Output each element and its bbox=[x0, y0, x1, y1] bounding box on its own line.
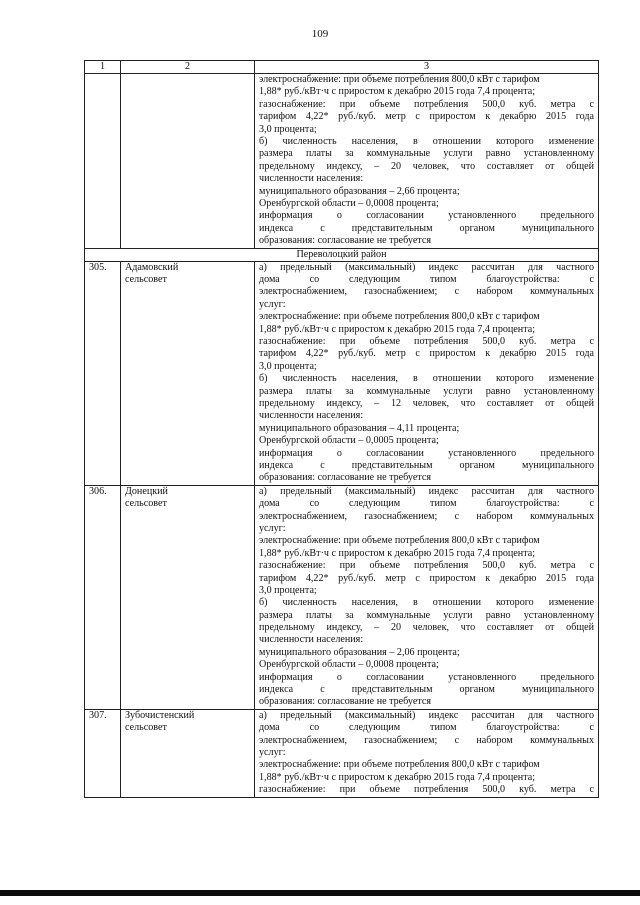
text-line: муниципального образования – 4,11 процента; bbox=[259, 422, 460, 434]
num-cell bbox=[85, 74, 121, 249]
text-line: услуг: bbox=[259, 298, 286, 310]
text-line: 1,88* руб./кВт·ч с приростом к декабрю 2015 года 7,4 процента; bbox=[259, 771, 536, 783]
text-line: Оренбургской области – 0,0008 процента; bbox=[259, 659, 439, 671]
text-line: размера платы за коммунальные услуги равно установленному bbox=[259, 385, 594, 397]
text-line: 3,0 процента; bbox=[259, 123, 317, 135]
text-line: дома со следующим типом благоустройства: с bbox=[259, 273, 594, 285]
text-line: численности населения: bbox=[259, 410, 364, 422]
header-col-1: 1 bbox=[85, 61, 121, 74]
text-line: а) предельный (максимальный) индекс рассчитан для частного bbox=[259, 485, 594, 497]
text-line: индекса с представительным органом муниципального bbox=[259, 459, 594, 471]
settlement-name-line: Зубочистенский bbox=[125, 709, 195, 721]
text-line: электроснабжение: при объеме потребления 800,0 кВт с тарифом bbox=[259, 311, 540, 323]
settlement-name-line: Адамовский bbox=[125, 261, 179, 273]
header-col-3: 3 bbox=[255, 61, 599, 74]
text-line: образования: согласование не требуется bbox=[259, 696, 431, 708]
row-number: 306. bbox=[85, 485, 121, 709]
text-line: образования: согласование не требуется bbox=[259, 472, 431, 484]
text-line: информация о согласовании установленного предельного bbox=[259, 447, 594, 459]
row-number: 307. bbox=[85, 709, 121, 797]
text-line: тарифом 4,22* руб./куб. метр с приростом к декабрю 2015 года bbox=[259, 348, 594, 360]
text-line: газоснабжение: при объеме потребления 500,0 куб. метра с bbox=[259, 560, 594, 572]
text-line: размера платы за коммунальные услуги равно установленному bbox=[259, 148, 594, 160]
text-line: муниципального образования – 2,06 процента; bbox=[259, 646, 460, 658]
name-cell bbox=[121, 74, 255, 249]
text-line: электроснабжение: при объеме потребления 800,0 кВт с тарифом bbox=[259, 759, 540, 771]
text-line: 1,88* руб./кВт·ч с приростом к декабрю 2015 года 7,4 процента; bbox=[259, 547, 536, 559]
text-line: индекса с представительным органом муниципального bbox=[259, 222, 594, 234]
text-line: газоснабжение: при объеме потребления 500,0 куб. метра с bbox=[259, 98, 594, 110]
text-line: Оренбургской области – 0,0005 процента; bbox=[259, 435, 439, 447]
header-col-2: 2 bbox=[121, 61, 255, 74]
text-line: численности населения: bbox=[259, 173, 364, 185]
text-line: образования: согласование не требуется bbox=[259, 235, 431, 247]
description-cell bbox=[255, 709, 599, 797]
table-row-continuation bbox=[85, 74, 599, 249]
text-line: дома со следующим типом благоустройства: с bbox=[259, 498, 594, 510]
document-table bbox=[84, 60, 599, 798]
text-line: предельному индексу, – 12 человек, что составляет от общей bbox=[259, 397, 594, 409]
text-line: предельному индексу, – 20 человек, что составляет от общей bbox=[259, 160, 594, 172]
text-line: электроснабжение: при объеме потребления 800,0 кВт с тарифом bbox=[259, 535, 540, 547]
settlement-name bbox=[121, 485, 255, 709]
text-line: газоснабжение: при объеме потребления 500,0 куб. метра с bbox=[259, 784, 594, 796]
text-line: дома со следующим типом благоустройства: с bbox=[259, 722, 594, 734]
text-line: предельному индексу, – 20 человек, что составляет от общей bbox=[259, 622, 594, 634]
text-line: электроснабжением, газоснабжением; с набором коммунальных bbox=[259, 510, 594, 522]
text-line: индекса с представительным органом муниципального bbox=[259, 684, 594, 696]
text-line: электроснабжением, газоснабжением; с набором коммунальных bbox=[259, 286, 594, 298]
text-line: муниципального образования – 2,66 процента; bbox=[259, 185, 460, 197]
text-line: 3,0 процента; bbox=[259, 360, 317, 372]
text-line: б) численность населения, в отношении которого изменение bbox=[259, 597, 594, 609]
text-line: б) численность населения, в отношении которого изменение bbox=[259, 373, 594, 385]
text-line: 3,0 процента; bbox=[259, 584, 317, 596]
text-line: численности населения: bbox=[259, 634, 364, 646]
page-number: 109 bbox=[311, 28, 329, 40]
settlement-name-line: сельсовет bbox=[125, 498, 167, 510]
description-cell bbox=[255, 485, 599, 709]
text-line: электроснабжение: при объеме потребления 800,0 кВт с тарифом bbox=[259, 74, 540, 85]
table-row bbox=[85, 709, 599, 797]
text-line: тарифом 4,22* руб./куб. метр с приростом к декабрю 2015 года bbox=[259, 111, 594, 123]
text-line: услуг: bbox=[259, 522, 286, 534]
settlement-name bbox=[121, 709, 255, 797]
row-number: 305. bbox=[85, 261, 121, 485]
settlement-name-line: Донецкий bbox=[125, 485, 168, 497]
text-line: а) предельный (максимальный) индекс рассчитан для частного bbox=[259, 709, 594, 721]
text-line: размера платы за коммунальные услуги равно установленному bbox=[259, 609, 594, 621]
text-line: б) численность населения, в отношении которого изменение bbox=[259, 136, 594, 147]
text-line: 1,88* руб./кВт·ч с приростом к декабрю 2015 года 7,4 процента; bbox=[259, 323, 536, 335]
text-line: Оренбургской области – 0,0008 процента; bbox=[259, 197, 439, 209]
settlement-name bbox=[121, 261, 255, 485]
text-line: электроснабжением, газоснабжением; с набором коммунальных bbox=[259, 734, 594, 746]
text-line: газоснабжение: при объеме потребления 500,0 куб. метра с bbox=[259, 335, 594, 347]
text-line: информация о согласовании установленного предельного bbox=[259, 671, 594, 683]
text-line: тарифом 4,22* руб./куб. метр с приростом к декабрю 2015 года bbox=[259, 572, 594, 584]
scan-bottom-border bbox=[0, 890, 640, 896]
text-line: информация о согласовании установленного предельного bbox=[259, 210, 594, 222]
settlement-name-line: сельсовет bbox=[125, 273, 167, 285]
district-heading: Переволоцкий район bbox=[85, 248, 599, 261]
table-row bbox=[85, 261, 599, 485]
text-line: услуг: bbox=[259, 747, 286, 759]
table-body bbox=[85, 61, 599, 798]
settlement-name-line: сельсовет bbox=[125, 722, 167, 734]
text-line: 1,88* руб./кВт·ч с приростом к декабрю 2015 года 7,4 процента; bbox=[259, 86, 536, 98]
table-header-row bbox=[85, 61, 599, 74]
text-line: а) предельный (максимальный) индекс рассчитан для частного bbox=[259, 261, 594, 273]
table-row bbox=[85, 485, 599, 709]
description-cell bbox=[255, 261, 599, 485]
description-cell bbox=[255, 74, 599, 249]
district-row bbox=[85, 248, 599, 261]
